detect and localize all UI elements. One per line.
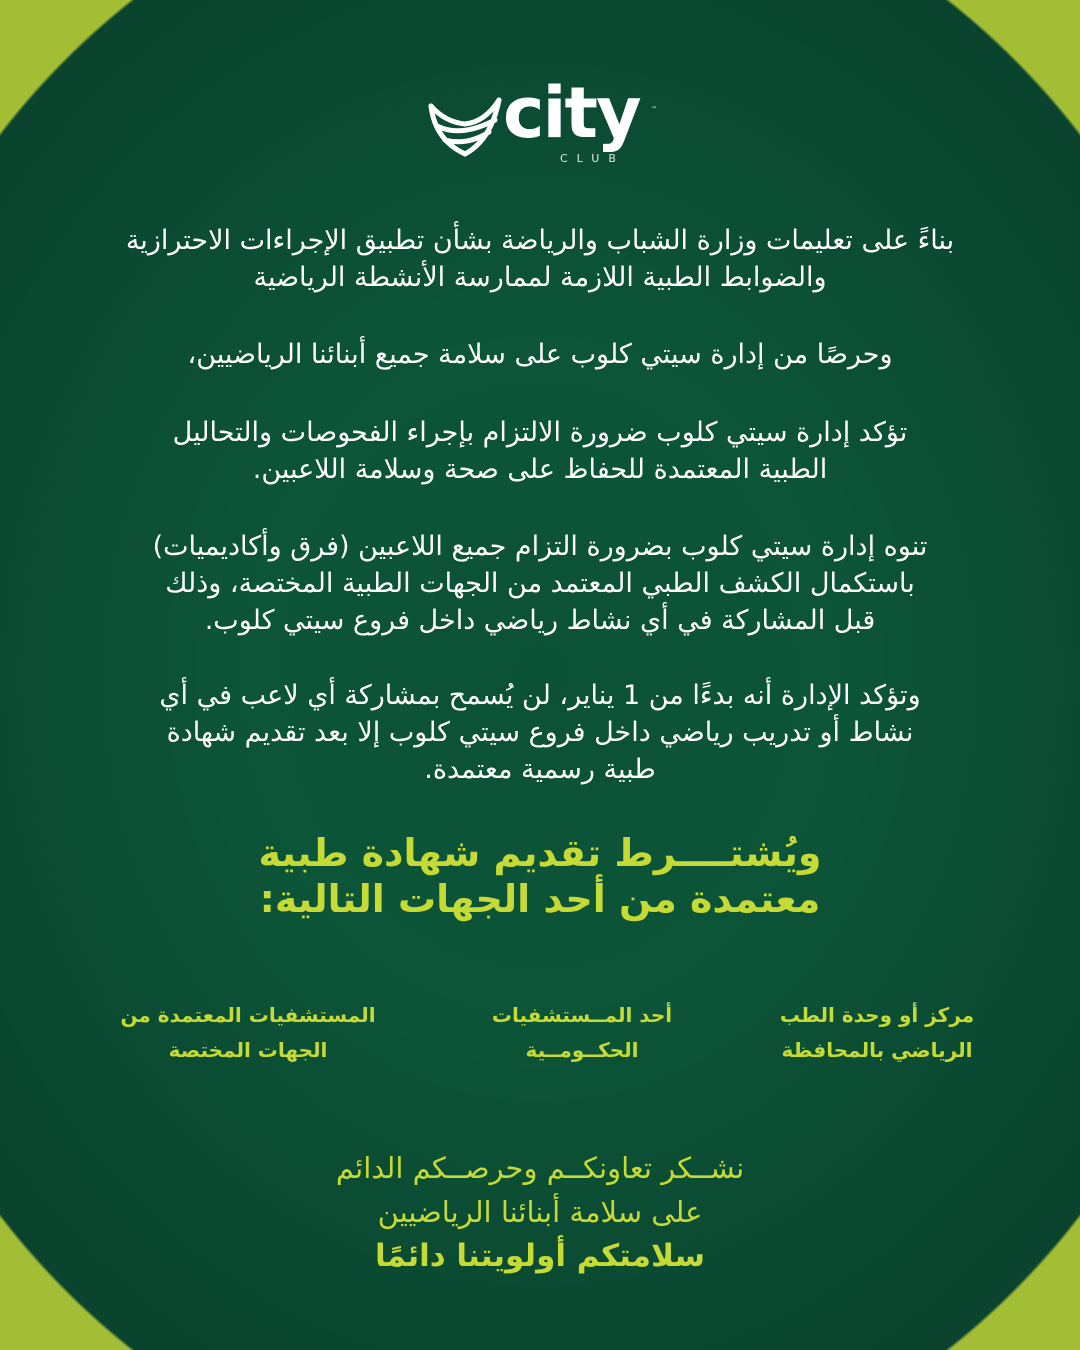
- option-line: الجهات المختصة: [168, 1038, 328, 1062]
- text-line: باستكمال الكشف الطبي المعتمد من الجهات الطبية المختصة، وذلك: [165, 568, 915, 599]
- city-club-logo: [425, 72, 665, 172]
- text-line: تنوه إدارة سيتي كلوب بضرورة التزام جميع اللاعبين (فرق وأكاديميات): [152, 531, 928, 562]
- footer-line: نشــكر تعاونكــم وحرصــكم الدائم: [335, 1151, 745, 1185]
- headline-line: معتمدة من أحد الجهات التالية:: [259, 877, 821, 921]
- option-line: الرياضي بالمحافظة: [781, 1038, 973, 1062]
- paragraph-intro: [80, 222, 1000, 296]
- option-sports-medicine-center: [727, 998, 1027, 1068]
- paragraph-care: [80, 336, 1000, 373]
- footer-slogan: سلامتكم أولويتنا دائمًا: [375, 1238, 705, 1274]
- paragraph-confirm: [80, 414, 1000, 488]
- option-line: أحد المــستشفيات: [491, 1003, 673, 1027]
- text-line: الطبية المعتمدة للحفاظ على صحة وسلامة اللاعبين.: [252, 454, 828, 485]
- shield-swoosh-icon: [425, 92, 505, 162]
- option-government-hospital: [432, 998, 732, 1068]
- paragraph-deadline: [80, 677, 1000, 788]
- text-line: وتؤكد الإدارة أنه بدءًا من 1 يناير، لن يُسمح بمشاركة أي لاعب في أي: [159, 680, 921, 711]
- text-line: تؤكد إدارة سيتي كلوب ضرورة الالتزام بإجراء الفحوصات والتحاليل: [172, 417, 908, 448]
- footer-line: على سلامة أبنائنا الرياضيين: [377, 1195, 703, 1229]
- logo-subtitle: CLUB: [560, 152, 625, 165]
- option-line: مركز أو وحدة الطب: [779, 1003, 975, 1027]
- headline-line: ويُشتــــرط تقديم شهادة طبية: [258, 831, 822, 875]
- option-line: المستشفيات المعتمدة من: [120, 1003, 376, 1027]
- logo-wordmark: city: [503, 72, 640, 154]
- text-line: والضوابط الطبية اللازمة لممارسة الأنشطة الرياضية: [253, 262, 827, 293]
- text-line: قبل المشاركة في أي نشاط رياضي داخل فروع سيتي كلوب.: [204, 605, 876, 636]
- thank-you-footer: [80, 1146, 1000, 1278]
- text-line: طبية رسمية معتمدة.: [424, 754, 656, 785]
- paragraph-notice: [80, 528, 1000, 639]
- option-accredited-hospitals: [98, 998, 398, 1068]
- text-line: بناءً على تعليمات وزارة الشباب والرياضة بشأن تطبيق الإجراءات الاحترازية: [125, 225, 955, 256]
- text-line: وحرصًا من إدارة سيتي كلوب على سلامة جميع أبنائنا الرياضيين،: [187, 339, 893, 370]
- trademark: ™: [651, 106, 657, 113]
- requirement-headline: [80, 830, 1000, 922]
- text-line: نشاط أو تدريب رياضي داخل فروع سيتي كلوب إلا بعد تقديم شهادة: [166, 717, 914, 748]
- option-line: الحكــومــية: [525, 1038, 639, 1062]
